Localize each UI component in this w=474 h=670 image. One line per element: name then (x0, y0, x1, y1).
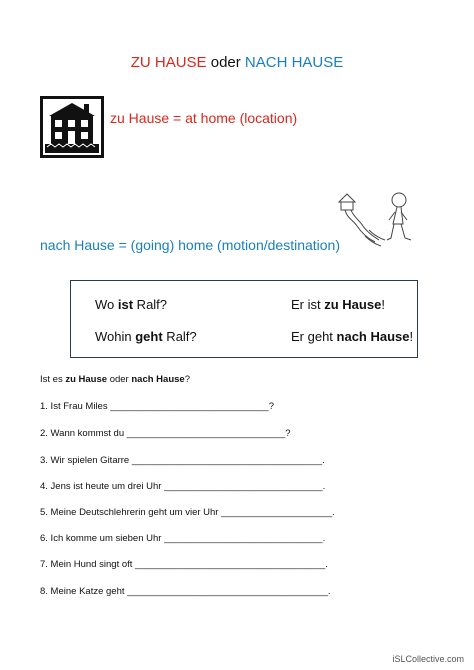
exercise-item[interactable]: 4. Jens ist heute um drei Uhr ______________________________. (40, 481, 326, 492)
footer-watermark: iSLCollective.com (392, 654, 464, 664)
exercise-item[interactable]: 5. Meine Deutschlehrerin geht um vier Uhr _____________________. (40, 507, 335, 518)
title-nach-hause: NACH HAUSE (244, 54, 344, 71)
exercise-item[interactable]: 7. Mein Hund singt oft ____________________________________. (40, 559, 328, 570)
exercise-item[interactable]: 1. Ist Frau Miles ______________________________? (40, 401, 274, 412)
bold-verb: ist (117, 297, 134, 312)
house-icon (40, 96, 104, 158)
text-fragment: ! (381, 297, 385, 312)
exercise-item[interactable]: 8. Meine Katze geht ______________________________________. (40, 586, 331, 597)
title-oder: oder (206, 54, 245, 71)
text-fragment: Er geht (291, 329, 337, 344)
page-title (0, 54, 474, 71)
definition-nach-hause: nach Hause = (going) home (motion/destination) (40, 237, 341, 253)
exercise-question (40, 374, 190, 385)
bold-phrase: zu Hause (65, 374, 108, 385)
text-fragment: ! (409, 329, 414, 344)
example-box (70, 280, 418, 358)
definition-zu-hause: zu Hause = at home (location) (110, 110, 298, 126)
text-fragment: ? (184, 374, 190, 385)
text-fragment: oder (107, 374, 132, 385)
example-question-wohin (95, 329, 197, 344)
bold-phrase: nach Hause (336, 329, 410, 344)
text-fragment: Er ist (291, 297, 325, 312)
bold-phrase: zu Hause (324, 297, 382, 312)
exercise-item[interactable]: 3. Wir spielen Gitarre ____________________________________. (40, 455, 325, 466)
walking-man-icon (333, 190, 423, 248)
text-fragment: Ist es (40, 374, 66, 385)
example-question-wo (95, 297, 167, 312)
example-answer-zu-hause (291, 297, 385, 312)
bold-verb: geht (135, 329, 163, 344)
text-fragment: Ralf? (133, 297, 168, 312)
exercise-item[interactable]: 6. Ich komme um sieben Uhr ______________________________. (40, 533, 326, 544)
bold-phrase: nach Hause (131, 374, 185, 385)
title-zu-hause: ZU HAUSE (130, 54, 207, 71)
text-fragment: Wohin (95, 329, 136, 344)
exercise-item[interactable]: 2. Wann kommst du ______________________________? (40, 428, 291, 439)
text-fragment: Ralf? (162, 329, 197, 344)
text-fragment: Wo (95, 297, 118, 312)
example-answer-nach-hause (291, 329, 413, 344)
